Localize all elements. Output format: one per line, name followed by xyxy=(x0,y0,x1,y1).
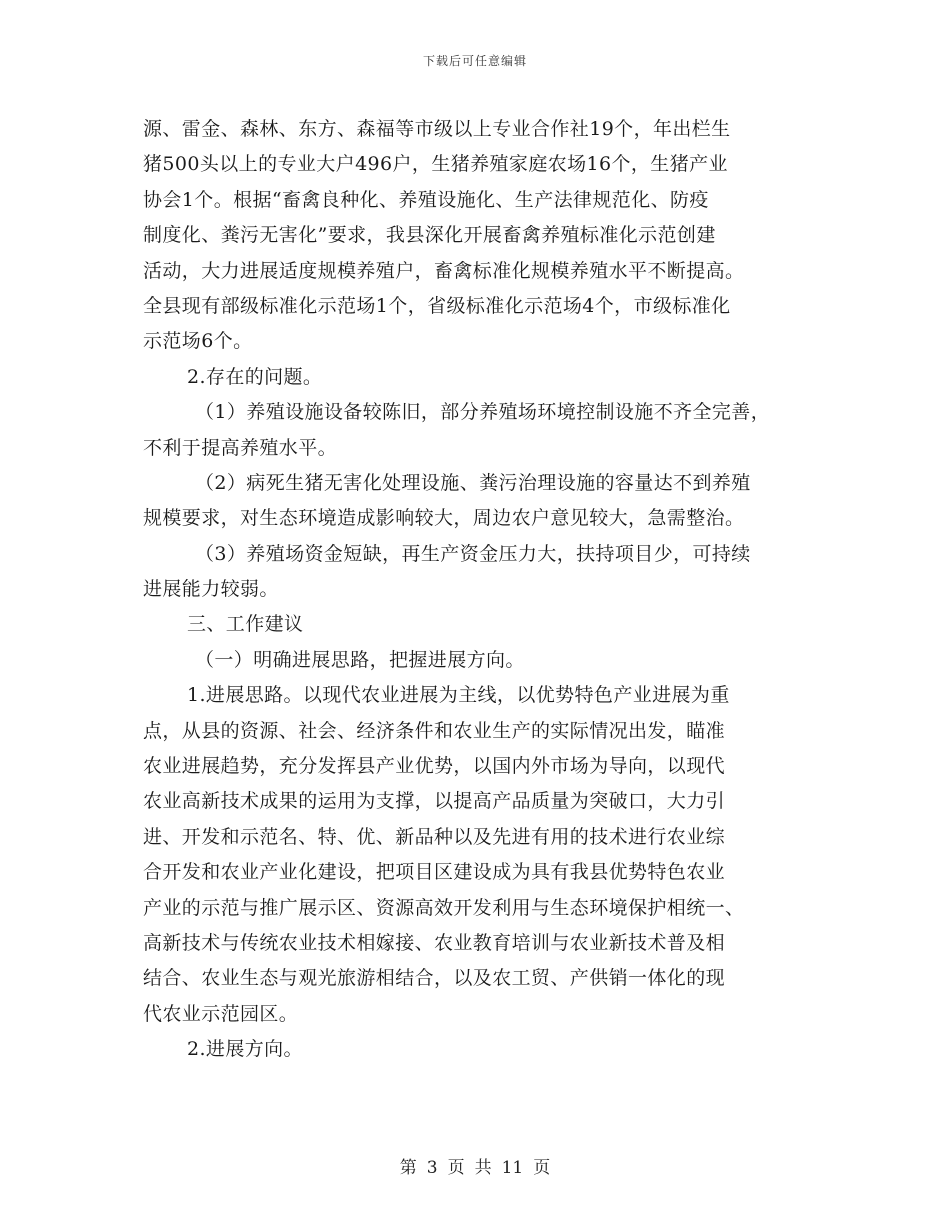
footer-suffix: 页 xyxy=(533,1158,551,1178)
body-line: 合开发和农业产业化建设，把项目区建设成为具有我县优势特色农业 xyxy=(143,861,726,884)
page-header: 下载后可任意编辑 xyxy=(422,54,527,68)
section-heading: 2.进展方向。 xyxy=(187,1038,303,1061)
footer-page-word: 页 xyxy=(447,1158,465,1178)
body-line: 进展能力较弱。 xyxy=(143,578,279,601)
footer-prefix: 第 xyxy=(399,1158,417,1178)
body-line: 制度化、粪污无害化”要求，我县深化开展畜禽养殖标准化示范创建 xyxy=(143,224,716,247)
body-line: 高新技术与传统农业技术相嫁接、农业教育培训与农业新技术普及相 xyxy=(143,931,726,954)
body-line: 点，从县的资源、社会、经济条件和农业生产的实际情况出发，瞄准 xyxy=(143,719,726,742)
body-line: 协会1个。根据“畜禽良种化、养殖设施化、生产法律规范化、防疫 xyxy=(143,188,709,211)
section-heading: 三、工作建议 xyxy=(187,613,304,636)
body-line: 代农业示范园区。 xyxy=(143,1002,299,1025)
body-line: 进、开发和示范名、特、优、新品种以及先进有用的技术进行农业综 xyxy=(143,825,726,848)
body-line: 农业高新技术成果的运用为支撑，以提高产品质量为突破口，大力引 xyxy=(143,790,726,813)
body-line: 示范场6个。 xyxy=(143,330,253,353)
body-line: 源、雷金、森林、东方、森福等市级以上专业合作社19个，年出栏生 xyxy=(143,118,731,140)
body-line: 规模要求，对生态环境造成影响较大，周边农户意见较大，急需整治。 xyxy=(143,507,745,530)
body-line: 活动，大力进展适度规模养殖户，畜禽标准化规模养殖水平不断提高。 xyxy=(143,259,745,282)
body-line: 产业的示范与推广展示区、资源高效开发利用与生态环境保护相统一、 xyxy=(143,896,745,919)
body-line: 农业进展趋势，充分发挥县产业优势，以国内外市场为导向，以现代 xyxy=(143,755,726,778)
list-item: （3）养殖场资金短缺，再生产资金压力大，扶持项目少，可持续 xyxy=(195,542,751,565)
body-line: 结合、农业生态与观光旅游相结合，以及农工贸、产供销一体化的现 xyxy=(143,967,726,990)
subsection-heading: （一）明确进展思路，把握进展方向。 xyxy=(195,648,525,671)
footer-page-number: 3 xyxy=(426,1158,438,1178)
page-footer xyxy=(0,1153,950,1178)
footer-total-prefix: 共 xyxy=(474,1158,492,1178)
section-heading: 2.存在的问题。 xyxy=(187,365,323,388)
body-line: 不利于提高养殖水平。 xyxy=(143,436,338,459)
list-item: （1）养殖设施设备较陈旧，部分养殖场环境控制设施不齐全完善， xyxy=(195,401,771,424)
body-line: 全县现有部级标准化示范场1个，省级标准化示范场4个，市级标准化 xyxy=(143,294,731,317)
body-line: 猪500头以上的专业大户496户，生猪养殖家庭农场16个，生猪产业 xyxy=(143,153,728,176)
paragraph-start: 1.进展思路。以现代农业进展为主线，以优势特色产业进展为重 xyxy=(187,684,730,707)
list-item: （2）病死生猪无害化处理设施、粪污治理设施的容量达不到养殖 xyxy=(195,471,751,494)
footer-total-pages: 11 xyxy=(501,1158,524,1178)
document-body xyxy=(143,112,823,1068)
